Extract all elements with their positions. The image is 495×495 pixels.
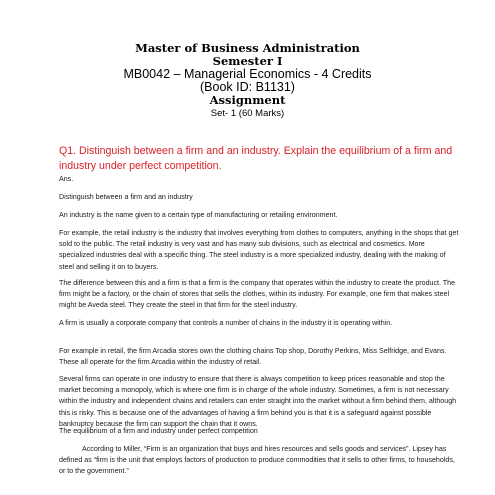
set-marks: Set- 1 (60 Marks)	[210, 108, 285, 119]
paragraph-4: A firm is usually a corporate company that controls a number of chains in the industry it is operating within.	[59, 319, 393, 327]
book-id: (Book ID: B1131)	[200, 80, 295, 94]
subheading-distinguish: Distinguish between a firm and an industry	[59, 193, 193, 201]
paragraph-7: According to Miller, “Firm is an organization that buys and hires resources and sells goods and services”. Lipsey has defined as “firm is the unit that employs factors of production to produce commodities that it sells to other firms, to households, or to the government.”	[59, 445, 455, 476]
answer-label: Ans.	[59, 175, 74, 183]
course-title: MB0042 – Managerial Economics - 4 Credits	[123, 67, 372, 81]
paragraph-6: Several firms can operate in one industry to ensure that there is always competition to keep prices reasonable and stop the market becoming a monopoly, which is where one firm is in charge of the whole industry. Sometimes, a firm is not necessary within the industry and independent chains and retailers can enter straight into the market without a firm behind them, although this is risky. This is because one of the advantages of having a firm behind you is that it is a safeguard against possible bankruptcy because the firm can support the chain that it owns.	[59, 375, 457, 428]
subheading-equilibrium: The equilibrium of a firm and industry under perfect competition	[59, 427, 258, 435]
semester-title: Semester I	[212, 54, 283, 68]
paragraph-5: For example in retail, the firm Arcadia stores own the clothing chains Top shop, Dorothy Perkins, Miss Selfridge, and Evans. These all operate for the firm Arcadia within the industry of retail.	[59, 347, 447, 367]
assignment-title: Assignment	[209, 93, 286, 107]
program-title: Master of Business Administration	[135, 41, 360, 55]
assignment-header	[0, 42, 495, 121]
paragraph-1: An industry is the name given to a certain type of manufacturing or retailing environment.	[59, 211, 338, 219]
question-heading: Q1. Distinguish between a firm and an industry. Explain the equilibrium of a firm and industry under perfect competition.	[59, 145, 453, 172]
paragraph-2: For example, the retail industry is the industry that involves everything from clothes to computers, anything in the shops that get sold to the public. The retail industry is very vast and has many sub divisions, such as electrical and cosmetics. More specialized industries deal with a specific thing. The steel industry is a more specialized industry, dealing with the making of steel and selling it on to buyers.	[59, 229, 459, 271]
paragraph-3: The difference between this and a firm is that a firm is the company that operates within the industry to create the product. The firm might be a factory, or the chain of stores that sells the clothes, within its industry. For example, one firm that makes steel might be Aveda steel. They create the steel in that firm for the steel industry.	[59, 279, 456, 310]
